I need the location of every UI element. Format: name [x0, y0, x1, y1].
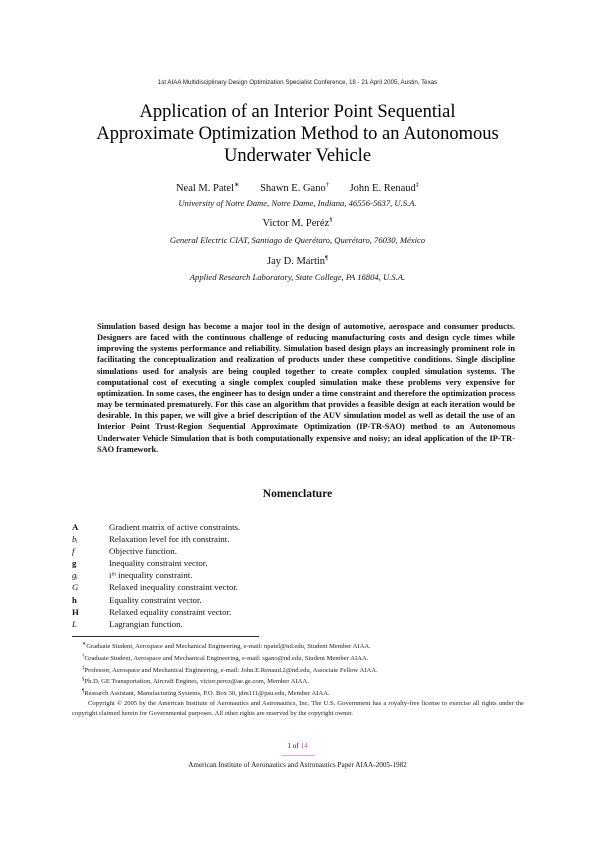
footnote: ‡Professor, Aerospace and Mechanical Engineering, e-mail: John.E.Renaud.2@nd.edu, Associate Fellow AIAA.	[82, 665, 378, 674]
title-line: Approximate Optimization Method to an Autonomous	[96, 124, 499, 144]
symbol: g	[72, 558, 77, 569]
footnotes	[72, 640, 524, 718]
nomenclature-list	[72, 521, 512, 630]
symbol: f	[72, 546, 75, 557]
symbol: h	[72, 594, 77, 605]
paper-title	[40, 101, 555, 167]
page-number-underline	[281, 755, 315, 756]
list-item	[72, 533, 512, 545]
footnote: §Ph.D, GE Transportation, Aircraft Engines, victor.perez@ae.ge.com, Member AIAA.	[82, 677, 309, 686]
page-of-label: of	[292, 742, 299, 750]
list-item	[72, 594, 512, 606]
description: Relaxation level for ith constraint.	[109, 534, 230, 545]
affiliation: Applied Research Laboratory, State College, PA 16804, U.S.A.	[189, 272, 406, 282]
symbol: gᵢ	[72, 570, 78, 581]
list-item	[72, 581, 512, 593]
current-page: 1	[287, 742, 291, 750]
footnote: †Graduate Student, Aerospace and Mechanical Engineering, e-mail: sgano@nd.edu, Student Member AIAA.	[82, 653, 369, 662]
footnote: ∗Graduate Student, Aerospace and Mechanical Engineering, e-mail: npatel@nd.edu, Student Member AIAA.	[82, 642, 371, 651]
description: Relaxed inequality constraint vector.	[109, 582, 238, 593]
total-pages-link[interactable]: 14	[300, 742, 308, 750]
title-line: Application of an Interior Point Sequential	[139, 102, 456, 122]
description: Relaxed equality constraint vector.	[109, 606, 232, 617]
author-line-2	[0, 216, 595, 229]
description: Inequality constraint vector.	[109, 558, 208, 569]
symbol: bᵢ	[72, 534, 78, 545]
symbol: L	[72, 618, 77, 629]
symbol: H	[72, 606, 79, 617]
title-line: Underwater Vehicle	[223, 146, 372, 166]
list-item	[72, 569, 512, 581]
affiliation: General Electric CIAT, Santiago de Querétaro, Querétaro, 76030, México	[169, 235, 426, 245]
list-item	[72, 618, 512, 630]
footnote-divider	[72, 636, 259, 637]
author-name: Jay D. Martin¶	[267, 254, 328, 267]
symbol: A	[72, 522, 79, 532]
page-footer: American Institute of Aeronautics and Astronautics Paper AIAA-2005-1982	[188, 761, 407, 769]
author-name: John E. Renaud‡	[349, 181, 420, 194]
running-header: 1st AIAA Multidisciplinary Design Optimization Specialist Conference, 18 - 21 April 2005, Austin, Texas	[157, 79, 438, 86]
abstract: Simulation based design has become a major tool in the design of automotive, aerospace and consumer products. Designers are faced with the continuous challenge of reducing manufacturing costs and design cycle times while improving the systems performance and reliability. Simulation based design plays an increasingly prominent role in facilitating the conceptualization and realization of products under these competitive conditions. Single discipline simulations used for analysis are being coupled together to create complex coupled simulation systems. The computational cost of executing a single complex coupled simulation make these problems very expensive for optimization. In some cases, the engineer has to design under a time constraint and therefore the optimization process may be terminated prematurely. For this case an algorithm that provides a feasible design at each iteration would be desirable. In this paper, we will give a brief description of the AUV simulation model as well as detail the use of an Interior Point Trust-Region Sequential Approximate Optimization (IP-TR-SAO) method to an Autonomous Underwater Vehicle Simulation that is both computationally expensive and noisy; an ideal application of the IP-TR-SAO framework.	[97, 322, 515, 454]
description: Gradient matrix of active constraints.	[109, 522, 241, 532]
list-item	[72, 557, 512, 569]
affiliation: University of Notre Dame, Notre Dame, Indiana, 46556-5637, U.S.A.	[178, 198, 417, 208]
footnote: ¶Research Assistant, Manufacturing Systems, P.O. Box 30, jdm111@psu.edu, Member AIAA.	[82, 689, 330, 698]
section-heading: Nomenclature	[262, 488, 333, 500]
author-name: Shawn E. Gano†	[260, 181, 329, 194]
copyright-notice: Copyright © 2005 by the American Institute of Aeronautics and Astronautics, Inc. The U.S. Government has a royalty-free license to exercise all rights under the copyright claimed herein for Governmental purposes. All other rights are reserved by the copyright owner.	[72, 699, 524, 717]
author-line-1	[0, 180, 595, 194]
description: iᵗʰ inequality constraint.	[109, 570, 193, 581]
author-name: Neal M. Patel∗	[175, 181, 240, 194]
list-item	[72, 521, 512, 533]
symbol: G	[72, 582, 79, 593]
description: Equality constraint vector.	[109, 594, 202, 605]
author-line-3	[0, 254, 595, 267]
list-item	[72, 545, 512, 557]
description: Objective function.	[109, 546, 177, 557]
list-item	[72, 606, 512, 618]
description: Lagrangian function.	[109, 618, 183, 629]
author-name: Victor M. Peréz§	[262, 216, 333, 229]
page-number	[0, 742, 595, 750]
